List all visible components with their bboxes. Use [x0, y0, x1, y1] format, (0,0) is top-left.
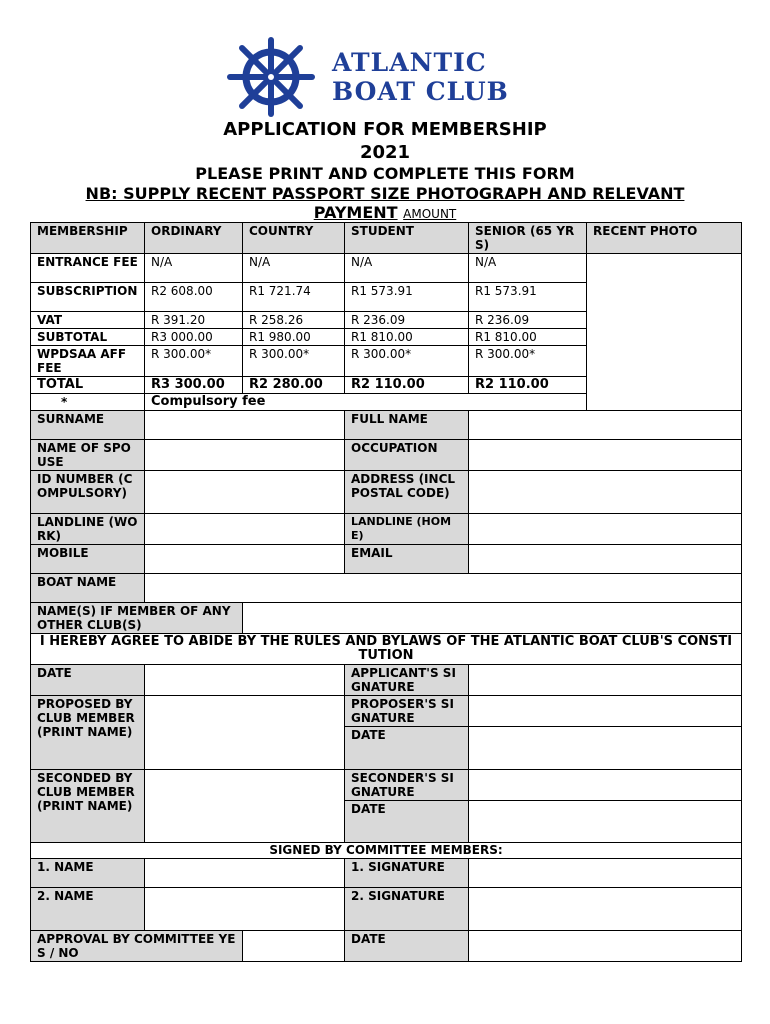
landline-work-field[interactable]	[145, 514, 345, 545]
fee-cell: N/A	[469, 254, 587, 283]
logo-line-2: BOAT CLUB	[332, 77, 509, 106]
proposer-date-field[interactable]	[469, 727, 742, 770]
proposer-signature-field[interactable]	[469, 696, 742, 727]
other-clubs-field[interactable]	[243, 603, 742, 634]
fee-cell: R1 980.00	[243, 329, 345, 346]
row-label-wpdsaa: WPDSAA AFF FEE	[31, 346, 145, 377]
fee-cell: R1 573.91	[469, 283, 587, 312]
committee-signature-1-field[interactable]	[469, 859, 742, 888]
seconder-signature-field[interactable]	[469, 770, 742, 801]
fee-cell: R1 810.00	[469, 329, 587, 346]
fee-cell: R2 608.00	[145, 283, 243, 312]
fee-cell: R 300.00*	[345, 346, 469, 377]
landline-home-field[interactable]	[469, 514, 742, 545]
photo-box[interactable]	[587, 254, 742, 411]
committee-name-1-label: 1. NAME	[31, 859, 145, 888]
proposed-by-label: PROPOSED BY CLUB MEMBER (PRINT NAME)	[31, 696, 145, 770]
committee-signature-2-field[interactable]	[469, 888, 742, 931]
address-field[interactable]	[469, 471, 742, 514]
landline-home-label: LANDLINE (HOME)	[345, 514, 469, 545]
surname-label: SURNAME	[31, 411, 145, 440]
occupation-field[interactable]	[469, 440, 742, 471]
committee-name-1-field[interactable]	[145, 859, 345, 888]
seconder-signature-label: SECONDER'S SIGNATURE	[345, 770, 469, 801]
address-label: ADDRESS (INCL POSTAL CODE)	[345, 471, 469, 514]
date-label: DATE	[31, 665, 145, 696]
mobile-field[interactable]	[145, 545, 345, 574]
fee-cell: R 300.00*	[145, 346, 243, 377]
mobile-label: MOBILE	[31, 545, 145, 574]
nb-line: NB: SUPPLY RECENT PASSPORT SIZE PHOTOGRAPH AND RELEVANT	[85, 184, 685, 203]
fee-cell: R 391.20	[145, 312, 243, 329]
spouse-label: NAME OF SPOUSE	[31, 440, 145, 471]
fee-cell: N/A	[345, 254, 469, 283]
agreement-text: I HEREBY AGREE TO ABIDE BY THE RULES AND BYLAWS OF THE ATLANTIC BOAT CLUB'S CONSTITUTION	[31, 634, 742, 665]
fee-cell: R 258.26	[243, 312, 345, 329]
full-name-field[interactable]	[469, 411, 742, 440]
fee-cell: R1 573.91	[345, 283, 469, 312]
nb-line-2	[0, 203, 770, 222]
form-year: 2021	[359, 142, 411, 163]
approval-label: APPROVAL BY COMMITTEE YES / NO	[31, 931, 243, 962]
surname-field[interactable]	[145, 411, 345, 440]
header-ordinary: ORDINARY	[145, 223, 243, 254]
date-field[interactable]	[145, 665, 345, 696]
nb-payment: PAYMENT	[313, 203, 398, 222]
occupation-label: OCCUPATION	[345, 440, 469, 471]
header-senior: SENIOR (65 YRS)	[469, 223, 587, 254]
row-label-vat: VAT	[31, 312, 145, 329]
id-number-label: ID NUMBER (COMPULSORY)	[31, 471, 145, 514]
header-membership: MEMBERSHIP	[31, 223, 145, 254]
boat-name-label: BOAT NAME	[31, 574, 145, 603]
row-label-subtotal: SUBTOTAL	[31, 329, 145, 346]
fee-cell: N/A	[145, 254, 243, 283]
row-label-entrance: ENTRANCE FEE	[31, 254, 145, 283]
seconder-date-field[interactable]	[469, 801, 742, 843]
club-logo	[222, 36, 522, 118]
nb-amount: AMOUNT	[403, 207, 457, 221]
header-student: STUDENT	[345, 223, 469, 254]
landline-work-label: LANDLINE (WORK)	[31, 514, 145, 545]
fee-cell: N/A	[243, 254, 345, 283]
fee-cell: R3 000.00	[145, 329, 243, 346]
membership-form-table	[30, 222, 742, 962]
form-title: APPLICATION FOR MEMBERSHIP	[223, 119, 547, 140]
total-cell: R2 110.00	[469, 377, 587, 394]
fee-cell: R 236.09	[469, 312, 587, 329]
total-cell: R2 110.00	[345, 377, 469, 394]
total-cell: R3 300.00	[145, 377, 243, 394]
footnote-mark: *	[31, 394, 145, 411]
boat-name-field[interactable]	[145, 574, 742, 603]
approval-date-label: DATE	[345, 931, 469, 962]
footnote-text: Compulsory fee	[145, 394, 587, 411]
instruction-line: PLEASE PRINT AND COMPLETE THIS FORM	[195, 164, 575, 183]
seconded-by-field[interactable]	[145, 770, 345, 843]
full-name-label: FULL NAME	[345, 411, 469, 440]
fee-cell: R 300.00*	[469, 346, 587, 377]
applicant-signature-field[interactable]	[469, 665, 742, 696]
committee-name-2-field[interactable]	[145, 888, 345, 931]
fee-cell: R 236.09	[345, 312, 469, 329]
logo-line-1: ATLANTIC	[332, 48, 487, 77]
committee-title: SIGNED BY COMMITTEE MEMBERS:	[31, 843, 742, 859]
spouse-field[interactable]	[145, 440, 345, 471]
committee-name-2-label: 2. NAME	[31, 888, 145, 931]
header-recent-photo: RECENT PHOTO	[587, 223, 742, 254]
row-label-total: TOTAL	[31, 377, 145, 394]
seconded-by-label: SECONDED BY CLUB MEMBER (PRINT NAME)	[31, 770, 145, 843]
total-cell: R2 280.00	[243, 377, 345, 394]
fee-cell: R 300.00*	[243, 346, 345, 377]
proposed-by-field[interactable]	[145, 696, 345, 770]
committee-signature-1-label: 1. SIGNATURE	[345, 859, 469, 888]
other-clubs-label: NAME(S) IF MEMBER OF ANY OTHER CLUB(S)	[31, 603, 243, 634]
seconder-date-label: DATE	[345, 801, 469, 843]
approval-date-field[interactable]	[469, 931, 742, 962]
id-number-field[interactable]	[145, 471, 345, 514]
fee-cell: R1 810.00	[345, 329, 469, 346]
fee-cell: R1 721.74	[243, 283, 345, 312]
ship-wheel-icon	[222, 36, 320, 118]
applicant-signature-label: APPLICANT'S SIGNATURE	[345, 665, 469, 696]
header-country: COUNTRY	[243, 223, 345, 254]
email-label: EMAIL	[345, 545, 469, 574]
row-label-subscription: SUBSCRIPTION	[31, 283, 145, 312]
proposer-date-label: DATE	[345, 727, 469, 770]
proposer-signature-label: PROPOSER'S SIGNATURE	[345, 696, 469, 727]
email-field[interactable]	[469, 545, 742, 574]
approval-field[interactable]	[243, 931, 345, 962]
committee-signature-2-label: 2. SIGNATURE	[345, 888, 469, 931]
